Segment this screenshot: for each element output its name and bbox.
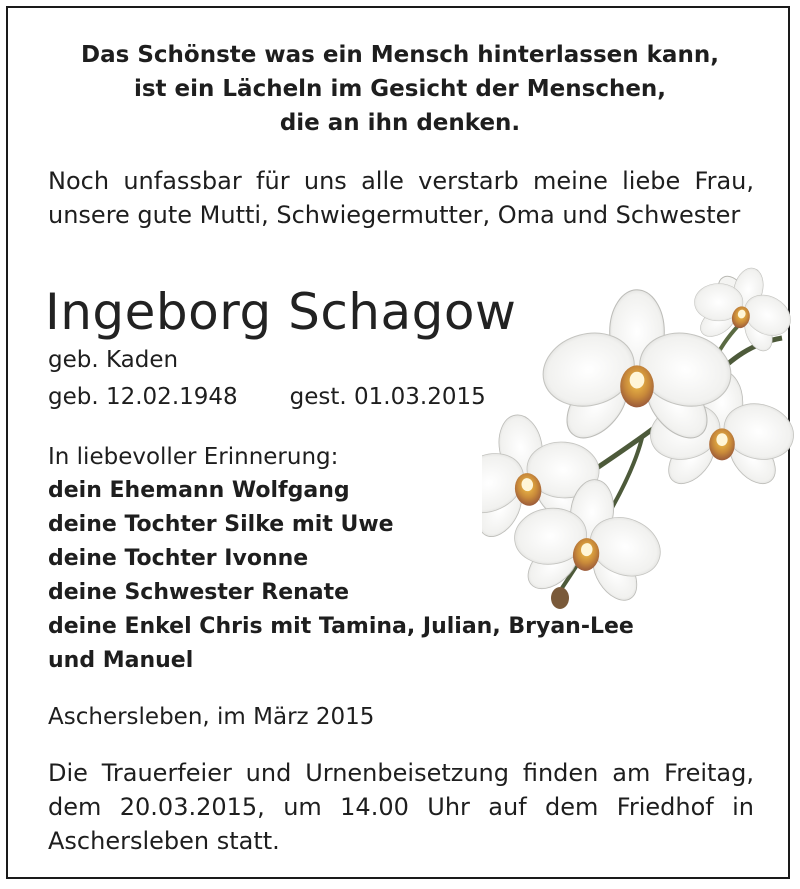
- mourner-line: deine Tochter Silke mit Uwe: [48, 512, 394, 537]
- memory-heading: In liebevoller Erinnerung:: [48, 444, 339, 470]
- death-date: gest. 01.03.2015: [289, 384, 486, 410]
- motto-line-1: Das Schönste was ein Mensch hinterlassen kann,: [81, 42, 719, 68]
- place-date: Aschersleben, im März 2015: [48, 704, 375, 730]
- maiden-name: geb. Kaden: [48, 347, 179, 373]
- mourner-line: und Manuel: [48, 648, 194, 673]
- birth-date: geb. 12.02.1948: [48, 384, 238, 410]
- mourner-line: dein Ehemann Wolfgang: [48, 478, 350, 503]
- intro-text: Noch unfassbar für uns alle verstarb meine liebe Frau, unsere gute Mutti, Schwiegermutter, Oma und Schwester: [48, 167, 754, 229]
- service-notice: Die Trauerfeier und Urnenbeisetzung finden am Freitag, dem 20.03.2015, um 14.00 Uhr auf dem Friedhof in Aschersleben statt.: [48, 759, 754, 855]
- life-dates: [48, 380, 486, 414]
- deceased-name: Ingeborg Schagow: [45, 283, 517, 341]
- motto-line-3: die an ihn denken.: [279, 110, 521, 136]
- mourner-line: deine Tochter Ivonne: [48, 546, 309, 571]
- motto: [0, 38, 800, 140]
- motto-line-2: ist ein Lächeln im Gesicht der Menschen,: [133, 76, 667, 102]
- mourner-line: deine Enkel Chris mit Tamina, Julian, Bryan-Lee: [48, 614, 634, 639]
- mourners-list: [48, 474, 738, 678]
- mourner-line: deine Schwester Renate: [48, 580, 350, 605]
